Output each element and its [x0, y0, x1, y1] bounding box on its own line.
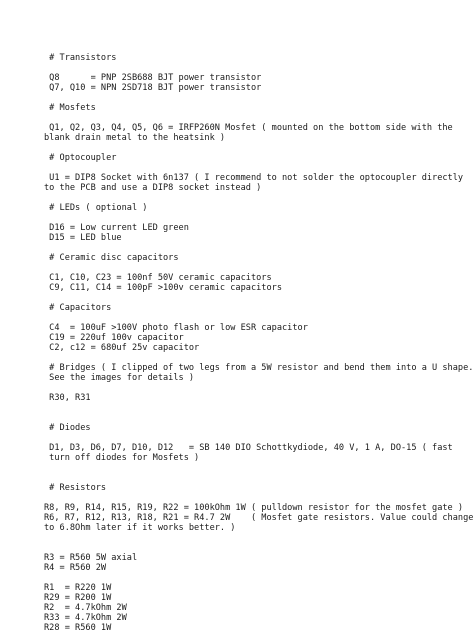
- text-line: R1 = R220 1W: [44, 583, 112, 593]
- text-line: R3 = R560 5W axial: [44, 553, 138, 563]
- section-heading-leds: # LEDs ( optional ): [44, 203, 148, 213]
- text-line: to the PCB and use a DIP8 socket instead ): [44, 183, 262, 193]
- text-line: turn off diodes for Mosfets ): [44, 453, 200, 463]
- section-heading-ceramic: # Ceramic disc capacitors: [44, 253, 179, 263]
- text-line: R4 = R560 2W: [44, 563, 107, 573]
- section-heading-resistors: # Resistors: [44, 483, 107, 493]
- section-heading-diodes: # Diodes: [44, 423, 91, 433]
- text-line: R33 = 4.7kOhm 2W: [44, 613, 127, 623]
- text-line: C2, c12 = 680uf 25v capacitor: [44, 343, 200, 353]
- section-heading-capacitors: # Capacitors: [44, 303, 112, 313]
- text-line: See the images for details ): [44, 373, 195, 383]
- text-line: U1 = DIP8 Socket with 6n137 ( I recommend to not solder the optocoupler directly: [44, 173, 464, 183]
- section-heading-optocoupler: # Optocoupler: [44, 153, 117, 163]
- text-line: blank drain metal to the heatsink ): [44, 133, 226, 143]
- text-line: R6, R7, R12, R13, R18, R21 = R4.7 2W ( Mosfet gate resistors. Value could change: [44, 513, 474, 523]
- text-line: C4 = 100uF >100V photo flash or low ESR capacitor: [44, 323, 308, 333]
- text-line: R2 = 4.7kOhm 2W: [44, 603, 127, 613]
- text-line: Q7, Q10 = NPN 2SD718 BJT power transistor: [44, 83, 262, 93]
- section-heading-bridges: # Bridges ( I clipped of two legs from a 5W resistor and bend them into a U shape.: [44, 363, 474, 373]
- text-line: R29 = R200 1W: [44, 593, 112, 603]
- text-line: R8, R9, R14, R15, R19, R22 = 100kOhm 1W ( pulldown resistor for the mosfet gate ): [44, 503, 464, 513]
- text-line: D15 = LED blue: [44, 233, 122, 243]
- text-line: C9, C11, C14 = 100pF >100v ceramic capacitors: [44, 283, 282, 293]
- text-line: R28 = R560 1W: [44, 623, 112, 633]
- section-heading-mosfets: # Mosfets: [44, 103, 96, 113]
- text-line: R30, R31: [44, 393, 91, 403]
- text-line: D16 = Low current LED green: [44, 223, 189, 233]
- text-line: to 6.8Ohm later if it works better. ): [44, 523, 236, 533]
- text-line: Q1, Q2, Q3, Q4, Q5, Q6 = IRFP260N Mosfet ( mounted on the bottom side with the: [44, 123, 453, 133]
- text-line: Q8 = PNP 2SB688 BJT power transistor: [44, 73, 262, 83]
- text-line: D1, D3, D6, D7, D10, D12 = SB 140 DIO Schottkydiode, 40 V, 1 A, DO-15 ( fast: [44, 443, 453, 453]
- text-line: C1, C10, C23 = 100nf 50V ceramic capacitors: [44, 273, 272, 283]
- section-heading-transistors: # Transistors: [44, 53, 117, 63]
- text-line: C19 = 220uf 100v capacitor: [44, 333, 184, 343]
